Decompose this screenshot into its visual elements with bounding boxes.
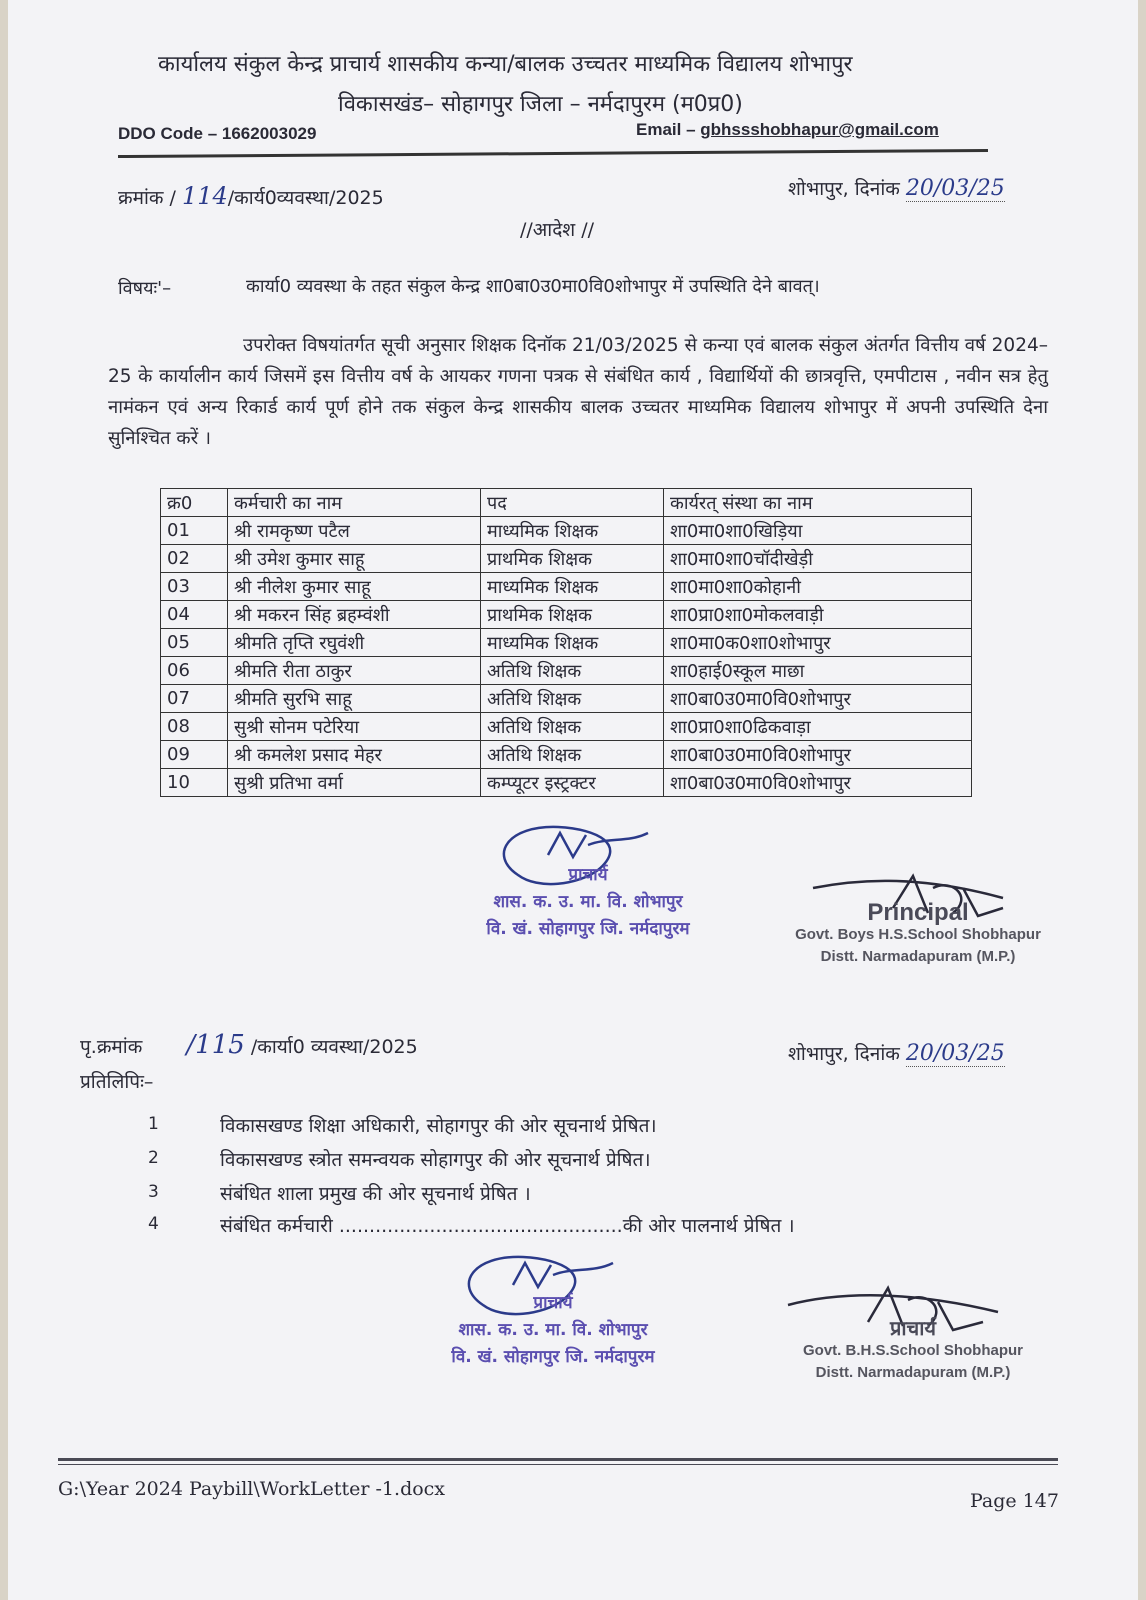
body-text: उपरोक्त विषयांतर्गत सूची अनुसार शिक्षक दिनॉक 21/03/2025 से कन्या एवं बालक संकुल अंतर्गत वित्तीय वर्ष 2024–25 के कार्यालीन कार्य जिसमें इस वित्तीय वर्ष के आयकर गणना पत्रक से संबंधित कार्य , विद्यार्थियों की छात्रवृत्ति, एमपीटास , नवीन सत्र हेतु नामंकन एवं अन्य रिकार्ड कार्य पूर्ण होने तक संकुल केन्द्र शासकीय बालक उच्चतर माध्यमिक विद्यालय शोभापुर में अपनी उपस्थिति देना सुनिश्चित करें ।: [108, 335, 1048, 449]
cell-post: अतिथि शिक्षक: [481, 713, 664, 741]
copy-ref-prefix: पृ.क्रमांक: [80, 1036, 143, 1058]
cell-institution: शा0बा0उ0मा0वि0शोभापुर: [664, 685, 972, 713]
stamp-right-2-title: प्राचार्य: [889, 1318, 937, 1340]
cell-institution: शा0बा0उ0मा0वि0शोभापुर: [664, 769, 972, 797]
cell-institution: शा0प्रा0शा0ढिकवाड़ा: [664, 713, 972, 741]
footer-rule-thin: [58, 1464, 1058, 1465]
cell-serial: 03: [161, 573, 228, 601]
order-ref-prefix: क्रमांक /: [118, 187, 176, 209]
table-row: [161, 629, 972, 657]
cell-name: श्री उमेश कुमार साहू: [228, 545, 481, 573]
cell-post: माध्यमिक शिक्षक: [481, 573, 664, 601]
copy-item-number: 3: [148, 1182, 159, 1202]
cell-name: श्री मकरन सिंह ब्रहम्वंशी: [228, 601, 481, 629]
header-serial: क्र0: [161, 489, 228, 517]
footer-file-path: G:\Year 2024 Paybill\WorkLetter -1.docx: [58, 1478, 446, 1500]
cell-name: श्रीमति रीता ठाकुर: [228, 657, 481, 685]
cell-name: सुश्री प्रतिभा वर्मा: [228, 769, 481, 797]
cell-serial: 08: [161, 713, 228, 741]
cell-serial: 10: [161, 769, 228, 797]
order-place-date: [788, 175, 1005, 201]
stamp-right-2-line1: Govt. B.H.S.School Shobhapur: [802, 1342, 1023, 1359]
cell-serial: 01: [161, 517, 228, 545]
table-row: [161, 685, 972, 713]
copy-item-text: संबंधित शाला प्रमुख की ओर सूचनार्थ प्रेषित ।: [220, 1183, 531, 1205]
header-post: पद: [481, 489, 664, 517]
office-header-line1: कार्यालय संकुल केन्द्र प्राचार्य शासकीय कन्या/बालक उच्चतर माध्यमिक विद्यालय शोभापुर: [158, 52, 853, 77]
stamp-right-title: Principal: [867, 899, 969, 926]
copy-ref-suffix: /कार्या0 व्यवस्था/2025: [250, 1036, 418, 1058]
copy-item-text: विकासखण्ड शिक्षा अधिकारी, सोहागपुर की ओर सूचनार्थ प्रेषित।: [220, 1115, 657, 1137]
cell-post: कम्प्यूटर इस्ट्रक्टर: [481, 769, 664, 797]
stamp-right-2-line2: Distt. Narmadapuram (M.P.): [815, 1364, 1011, 1381]
cell-institution: शा0मा0शा0चॉदीखेड़ी: [664, 545, 972, 573]
footer-rule: [58, 1458, 1058, 1461]
cell-institution: शा0हाई0स्कूल माछा: [664, 657, 972, 685]
table-row: [161, 657, 972, 685]
cell-serial: 09: [161, 741, 228, 769]
cell-post: अतिथि शिक्षक: [481, 741, 664, 769]
stamp-left-2-title: प्राचार्य: [533, 1293, 573, 1313]
order-ref-number: 114: [181, 182, 228, 210]
stamp-right-line1: Govt. Boys H.S.School Shobhapur: [795, 926, 1041, 943]
email-address: gbhssshobhapur@gmail.com: [700, 120, 939, 139]
stamp-left-2-line1: शास. क. उ. मा. वि. शोभापुर: [458, 1320, 648, 1340]
table-row: [161, 769, 972, 797]
stamp-right-2: [768, 1318, 1058, 1384]
table-row: [161, 573, 972, 601]
cell-post: प्राथमिक शिक्षक: [481, 601, 664, 629]
copy-place-date: [788, 1040, 1005, 1066]
stamp-left-line1: शास. क. उ. मा. वि. शोभापुर: [493, 892, 683, 912]
stamp-left-2: [413, 1290, 693, 1371]
cell-post: प्राथमिक शिक्षक: [481, 545, 664, 573]
subject-text: कार्या0 व्यवस्था के तहत संकुल केन्द्र शा0बा0उ0मा0वि0शोभापुर में उपस्थिति देने बावत्।: [246, 276, 820, 297]
cell-name: श्रीमति तृप्ति रघुवंशी: [228, 629, 481, 657]
cell-name: सुश्री सोनम पटेरिया: [228, 713, 481, 741]
stamp-right-line2: Distt. Narmadapuram (M.P.): [820, 948, 1016, 965]
copy-item-text: संबंधित कर्मचारी ...............................................की ओर पालनार्थ प्रेषित ।: [220, 1215, 795, 1237]
copy-label: प्रतिलिपिः–: [80, 1071, 154, 1093]
footer-page-number: Page 147: [970, 1490, 1059, 1512]
place-date-label: शोभापुर, दिनांक: [788, 178, 900, 200]
cell-serial: 04: [161, 601, 228, 629]
cell-post: माध्यमिक शिक्षक: [481, 517, 664, 545]
copy-item-number: 1: [148, 1114, 159, 1134]
cell-institution: शा0प्रा0शा0मोकलवाड़ी: [664, 601, 972, 629]
email-line: [636, 120, 939, 140]
cell-name: श्री कमलेश प्रसाद मेहर: [228, 741, 481, 769]
table-row: [161, 601, 972, 629]
cell-post: अतिथि शिक्षक: [481, 657, 664, 685]
order-date: 20/03/25: [905, 176, 1005, 201]
email-label: Email –: [636, 120, 701, 139]
copy-ref-number: /115: [186, 1030, 245, 1060]
stamp-left-line2: वि. खं. सोहागपुर जि. नर्मदापुरम: [486, 919, 690, 939]
cell-institution: शा0मा0क0शा0शोभापुर: [664, 629, 972, 657]
copy-reference: [80, 1030, 418, 1060]
cell-name: श्रीमति सुरभि साहू: [228, 685, 481, 713]
cell-post: अतिथि शिक्षक: [481, 685, 664, 713]
letter-page: [8, 0, 1138, 1600]
cell-serial: 06: [161, 657, 228, 685]
body-paragraph: [108, 330, 1048, 454]
stamp-left-2-line2: वि. खं. सोहागपुर जि. नर्मदापुरम: [451, 1347, 655, 1367]
table-header-row: [161, 489, 972, 517]
stamp-left-1: [448, 862, 728, 943]
table-row: [161, 741, 972, 769]
cell-name: श्री रामकृष्ण पटैल: [228, 517, 481, 545]
subject-label: विषयः'–: [118, 278, 172, 299]
copy-item-text: विकासखण्ड स्त्रोत समन्वयक सोहागपुर की ओर सूचनार्थ प्रेषित।: [220, 1149, 651, 1171]
table-row: [161, 545, 972, 573]
copy-place-date-label: शोभापुर, दिनांक: [788, 1043, 900, 1065]
cell-institution: शा0बा0उ0मा0वि0शोभापुर: [664, 741, 972, 769]
order-reference: [118, 182, 384, 210]
ddo-code: DDO Code – 1662003029: [118, 124, 317, 143]
cell-institution: शा0मा0शा0कोहानी: [664, 573, 972, 601]
header-rule: [118, 149, 988, 158]
header-name: कर्मचारी का नाम: [228, 489, 481, 517]
cell-institution: शा0मा0शा0खिड़िया: [664, 517, 972, 545]
stamp-right-1: [778, 899, 1058, 968]
office-header-line2: विकासखंड– सोहागपुर जिला – नर्मदापुरम (म0प्र0): [338, 92, 743, 117]
stamp-left-title: प्राचार्य: [568, 865, 608, 885]
cell-serial: 07: [161, 685, 228, 713]
order-ref-suffix: /कार्य0व्यवस्था/2025: [227, 187, 384, 209]
copy-item-number: 4: [148, 1214, 159, 1234]
cell-post: माध्यमिक शिक्षक: [481, 629, 664, 657]
copy-item-number: 2: [148, 1148, 159, 1168]
table-row: [161, 713, 972, 741]
cell-serial: 02: [161, 545, 228, 573]
copy-date: 20/03/25: [905, 1041, 1005, 1066]
staff-table: [160, 488, 972, 797]
cell-serial: 05: [161, 629, 228, 657]
order-title: //आदेश //: [520, 219, 595, 241]
table-row: [161, 517, 972, 545]
header-institution: कार्यरत् संस्था का नाम: [664, 489, 972, 517]
cell-name: श्री नीलेश कुमार साहू: [228, 573, 481, 601]
